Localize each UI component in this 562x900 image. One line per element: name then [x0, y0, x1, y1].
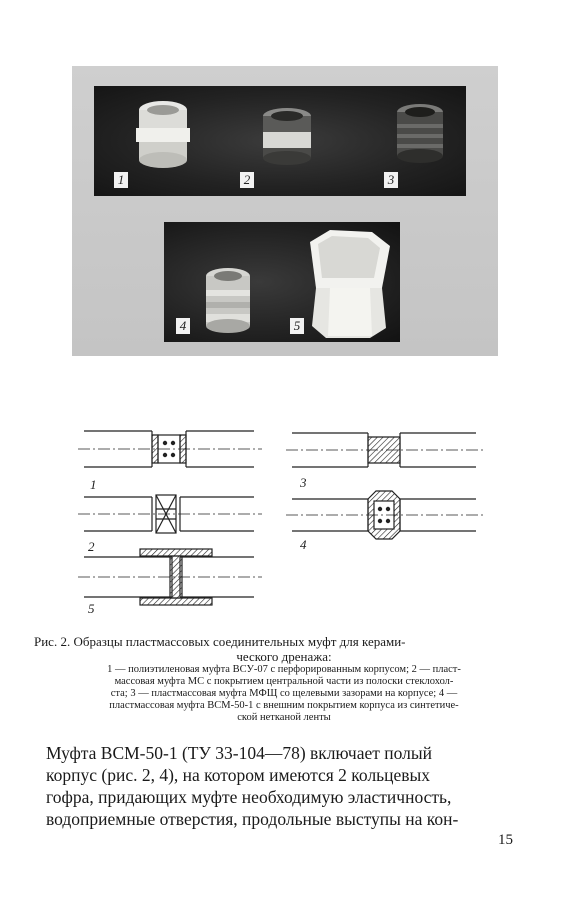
- photo-label-2: 2: [240, 172, 254, 188]
- drawing-2: [78, 495, 262, 533]
- photo-label-4: 4: [176, 318, 190, 334]
- caption-legend-line-2: массовая муфта МС с покрытием центральной части из полоски стеклохол-: [114, 676, 454, 687]
- coupling-5-image: [300, 228, 396, 340]
- drawing-3: [286, 433, 484, 467]
- caption-legend-line-5: ской нетканой ленты: [237, 712, 331, 723]
- photo-panel-bottom: [164, 222, 400, 342]
- drawing-label-2: 2: [88, 539, 95, 554]
- caption-legend-line-4: пластмассовая муфта ВСМ-50-1 с внешним покрытием корпуса из синтетиче-: [109, 700, 459, 711]
- drawing-4: [286, 491, 484, 539]
- drawing-1: [78, 431, 262, 467]
- caption-legend-line-1: 1 — полиэтиленовая муфта ВСУ-07 с перфорированным корпусом; 2 — пласт-: [107, 664, 461, 675]
- drawing-label-3: 3: [300, 475, 307, 490]
- page-number: 15: [498, 832, 513, 848]
- drawing-label-4: 4: [300, 537, 307, 552]
- figure-caption-title: [34, 634, 534, 664]
- body-line-2: корпус (рис. 2, 4), на котором имеются 2 кольцевых: [46, 765, 431, 785]
- drawing-5: [78, 549, 262, 605]
- photo-panel-top: [94, 86, 466, 196]
- photo-label-5: 5: [290, 318, 304, 334]
- drawing-label-1: 1: [90, 477, 97, 492]
- coupling-1-image: [128, 98, 198, 172]
- body-line-4: водоприемные отверстия, продольные выступы на кон-: [46, 809, 459, 829]
- body-line-1: Муфта ВСМ-50-1 (ТУ 33-104—78) включает полый: [46, 743, 433, 763]
- coupling-3-image: [390, 102, 450, 172]
- caption-legend-line-3: ста; 3 — пластмассовая муфта МФЩ со щелевыми зазорами на корпусе; 4 —: [110, 688, 458, 699]
- body-paragraph: [46, 742, 528, 830]
- figure-photo: [72, 66, 498, 356]
- coupling-4-image: [198, 266, 258, 338]
- coupling-2-image: [256, 106, 318, 172]
- photo-label-1: 1: [114, 172, 128, 188]
- caption-title-line-1: Рис. 2. Образцы пластмассовых соединительных муфт для керами-: [34, 634, 406, 649]
- caption-title-line-2: ческого дренажа:: [236, 649, 332, 664]
- body-line-3: гофра, придающих муфте необходимую эластичность,: [46, 787, 452, 807]
- drawing-label-5: 5: [88, 601, 95, 616]
- figure-drawing: [78, 425, 504, 617]
- figure-caption-legend: [34, 664, 534, 724]
- photo-label-3: 3: [384, 172, 398, 188]
